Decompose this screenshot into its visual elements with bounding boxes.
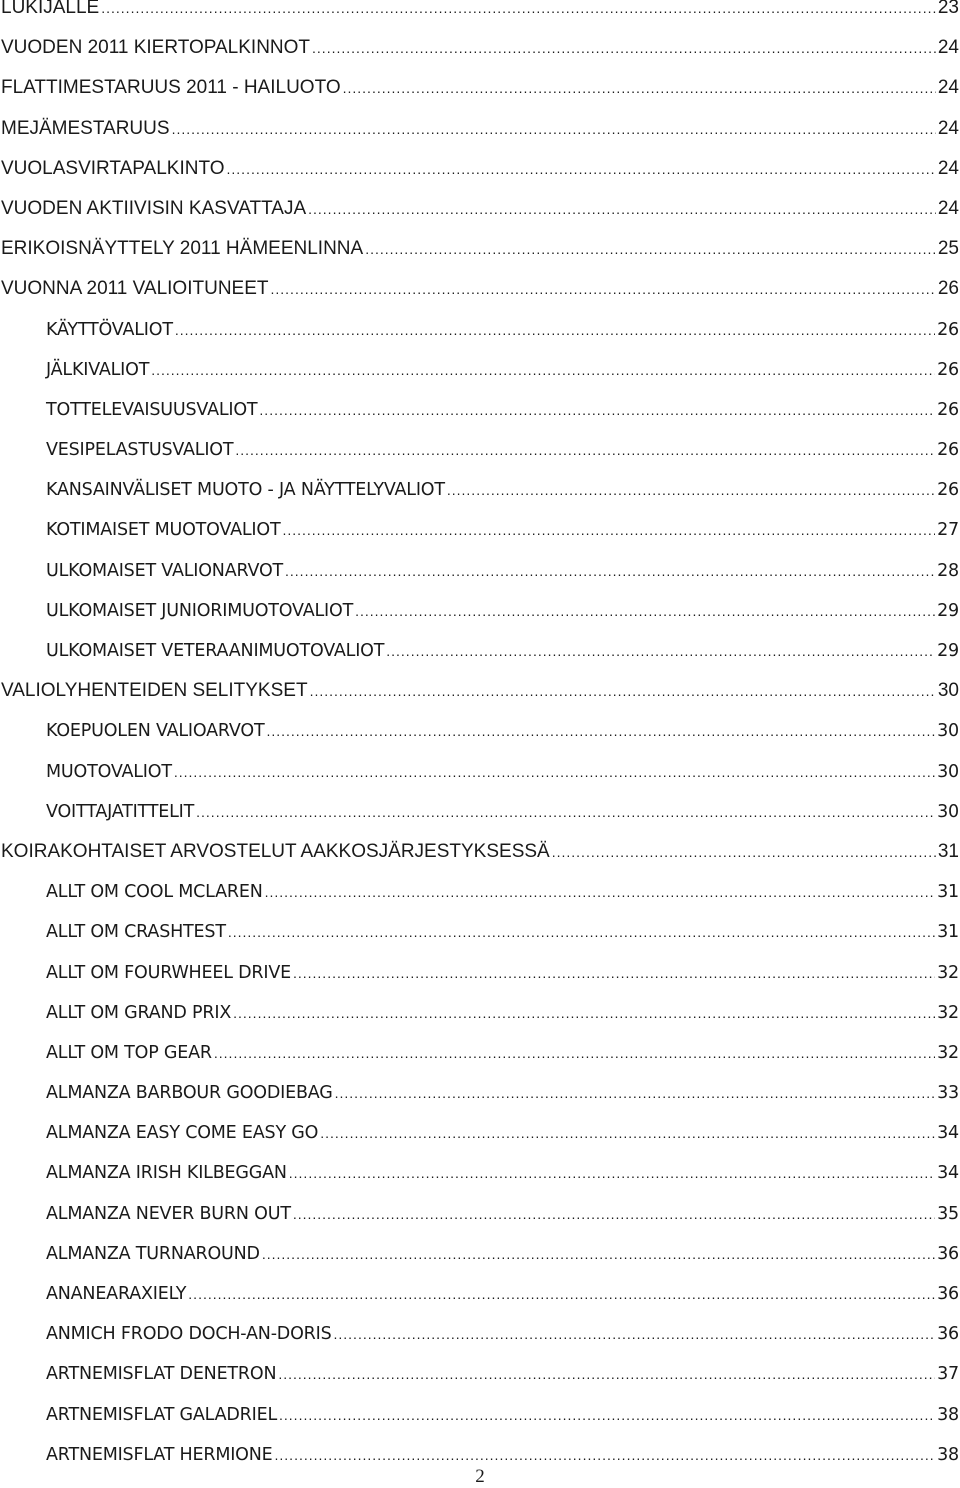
toc-entry[interactable]: [0, 109, 960, 149]
toc-entry-page: 26: [937, 278, 959, 300]
toc-entry-page: 26: [937, 399, 959, 420]
toc-entry-page: 32: [937, 962, 959, 983]
toc-dot-leader: [293, 953, 935, 993]
toc-entry-title: ALLT OM GRAND PRIX: [46, 1002, 232, 1023]
toc-entry[interactable]: [0, 1073, 960, 1113]
toc-entry-page: 31: [937, 922, 959, 943]
toc-entry-page: 38: [937, 1444, 959, 1465]
toc-dot-leader: [228, 912, 935, 952]
toc-dot-leader: [266, 711, 935, 751]
toc-dot-leader: [289, 1153, 935, 1193]
toc-entry-title: KOIRAKOHTAISET ARVOSTELUT AAKKOSJÄRJESTYKSESSÄ: [1, 840, 550, 862]
toc-dot-leader: [233, 993, 935, 1033]
toc-entry-page: 30: [937, 680, 959, 702]
toc-entry-title: ANANEARAXIELY: [46, 1284, 187, 1304]
toc-entry-title: ALLT OM COOL MCLAREN: [46, 882, 263, 903]
toc-entry[interactable]: [0, 1354, 960, 1394]
toc-entry-title: ALMANZA TURNAROUND: [46, 1243, 260, 1264]
toc-entry-page: 32: [937, 1042, 959, 1063]
toc-entry-page: 29: [937, 641, 959, 661]
toc-entry-page: 36: [937, 1284, 959, 1304]
toc-entry-page: 26: [937, 440, 959, 461]
toc-entry-title: MUOTOVALIOT: [46, 761, 172, 782]
toc-entry[interactable]: [0, 1194, 960, 1234]
toc-dot-leader: [174, 752, 935, 792]
toc-entry-page: 29: [937, 600, 959, 621]
toc-entry[interactable]: [0, 551, 960, 591]
toc-entry[interactable]: [0, 1274, 960, 1314]
toc-entry[interactable]: [0, 0, 960, 28]
toc-dot-leader: [285, 551, 935, 591]
toc-entry-page: 26: [937, 319, 959, 340]
toc-dot-leader: [552, 832, 936, 872]
toc-dot-leader: [386, 631, 935, 671]
toc-entry-page: 36: [937, 1324, 959, 1345]
page-number: 2: [475, 1466, 485, 1487]
toc-entry-title: ULKOMAISET VALIONARVOT: [46, 560, 284, 581]
toc-entry[interactable]: [0, 1395, 960, 1435]
toc-entry[interactable]: [0, 390, 960, 430]
toc-dot-leader: [320, 1113, 935, 1153]
toc-entry-page: 34: [937, 1123, 959, 1144]
toc-dot-leader: [227, 149, 936, 189]
toc-entry-page: 23: [937, 0, 959, 18]
toc-entry-title: MEJÄMESTARUUS: [1, 117, 170, 139]
toc-entry[interactable]: [0, 229, 960, 269]
toc-entry-title: VUONNA 2011 VALIOITUNEET: [1, 278, 269, 300]
toc-dot-leader: [312, 28, 936, 68]
toc-entry-title: ALLT OM TOP GEAR: [46, 1042, 212, 1063]
toc-entry-title: VUODEN AKTIIVISIN KASVATTAJA: [1, 197, 307, 219]
toc-entry[interactable]: [0, 953, 960, 993]
toc-dot-leader: [172, 109, 936, 149]
toc-entry[interactable]: [0, 792, 960, 832]
toc-entry[interactable]: [0, 912, 960, 952]
toc-entry-title: KOEPUOLEN VALIOARVOT: [46, 721, 265, 742]
toc-dot-leader: [293, 1194, 935, 1234]
toc-entry-page: 26: [937, 480, 959, 501]
toc-entry[interactable]: [0, 430, 960, 470]
toc-entry[interactable]: [0, 189, 960, 229]
toc-entry-title: KÄYTTÖVALIOT: [46, 319, 173, 340]
toc-entry[interactable]: [0, 591, 960, 631]
toc-dot-leader: [447, 470, 935, 510]
toc-entry[interactable]: [0, 470, 960, 510]
toc-dot-leader: [279, 1395, 935, 1435]
toc-entry-title: VESIPELASTUSVALIOT: [46, 440, 234, 461]
toc-dot-leader: [235, 430, 935, 470]
toc-dot-leader: [334, 1314, 936, 1354]
toc-entry-title: ARTNEMISFLAT HERMIONE: [46, 1444, 273, 1465]
toc-entry[interactable]: [0, 1033, 960, 1073]
toc-entry-title: ARTNEMISFLAT DENETRON: [46, 1364, 277, 1385]
toc-entry[interactable]: [0, 510, 960, 550]
toc-entry[interactable]: [0, 28, 960, 68]
toc-entry[interactable]: [0, 310, 960, 350]
toc-dot-leader: [355, 591, 935, 631]
toc-entry-page: 33: [937, 1083, 959, 1104]
toc-dot-leader: [214, 1033, 935, 1073]
toc-entry[interactable]: [0, 1153, 960, 1193]
toc-entry[interactable]: [0, 149, 960, 189]
toc-dot-leader: [262, 1234, 935, 1274]
toc-dot-leader: [271, 269, 936, 309]
toc-entry[interactable]: [0, 631, 960, 671]
toc-dot-leader: [265, 872, 936, 912]
toc-entry-page: 26: [937, 359, 959, 380]
toc-entry-page: 28: [937, 560, 959, 581]
toc-entry-title: ULKOMAISET VETERAANIMUOTOVALIOT: [46, 641, 385, 661]
toc-entry[interactable]: [0, 269, 960, 309]
toc-entry-page: 31: [937, 882, 959, 903]
toc-entry-title: JÄLKIVALIOT: [46, 359, 150, 380]
toc-dot-leader: [259, 390, 935, 430]
toc-entry-page: 30: [937, 721, 959, 742]
toc-dot-leader: [151, 350, 935, 390]
toc-dot-leader: [101, 0, 936, 28]
toc-entry-title: ALMANZA EASY COME EASY GO: [46, 1123, 319, 1144]
toc-entry-page: 27: [937, 520, 959, 541]
toc-entry[interactable]: [0, 1234, 960, 1274]
toc-dot-leader: [343, 68, 936, 108]
toc-entry-title: VUOLASVIRTAPALKINTO: [1, 157, 225, 179]
toc-dot-leader: [188, 1274, 935, 1314]
toc-entry-page: 36: [937, 1243, 959, 1264]
toc-dot-leader: [196, 792, 935, 832]
toc-entry[interactable]: [0, 1113, 960, 1153]
toc-entry[interactable]: [0, 872, 960, 912]
toc-entry-title: ALMANZA BARBOUR GOODIEBAG: [46, 1083, 333, 1104]
toc-entry-title: ULKOMAISET JUNIORIMUOTOVALIOT: [46, 600, 354, 621]
toc-entry-title: ALLT OM FOURWHEEL DRIVE: [46, 962, 291, 983]
toc-entry-page: 24: [937, 197, 959, 219]
toc-dot-leader: [365, 229, 936, 269]
toc-entry-page: 24: [937, 117, 959, 139]
toc-dot-leader: [278, 1354, 935, 1394]
toc-entry-page: 37: [937, 1364, 959, 1385]
toc-entry[interactable]: [0, 993, 960, 1033]
toc-entry[interactable]: [0, 832, 960, 872]
toc-entry-title: TOTTELEVAISUUSVALIOT: [46, 399, 258, 420]
toc-entry-page: 30: [937, 801, 959, 822]
toc-dot-leader: [310, 671, 936, 711]
toc-entry-page: 30: [937, 761, 959, 782]
toc-entry-title: LUKIJALLE: [1, 0, 100, 18]
toc-entry[interactable]: [0, 752, 960, 792]
toc-entry-title: KANSAINVÄLISET MUOTO - JA NÄYTTELYVALIOT: [46, 480, 445, 501]
toc-entry[interactable]: [0, 350, 960, 390]
toc-entry-page: 38: [937, 1404, 959, 1425]
toc-entry-title: ALMANZA NEVER BURN OUT: [46, 1203, 291, 1224]
toc-entry-title: ANMICH FRODO DOCH-AN-DORIS: [46, 1324, 332, 1345]
toc-dot-leader: [308, 189, 936, 229]
toc-entry-page: 24: [937, 157, 959, 179]
toc-entry-title: ALLT OM CRASHTEST: [46, 922, 226, 943]
toc-dot-leader: [175, 310, 935, 350]
toc-entry-title: ERIKOISNÄYTTELY 2011 HÄMEENLINNA: [1, 238, 364, 260]
toc-entry[interactable]: [0, 711, 960, 751]
toc-entry-page: 31: [937, 840, 959, 862]
toc-entry-title: ARTNEMISFLAT GALADRIEL: [46, 1404, 278, 1425]
toc-entry-page: 35: [937, 1203, 959, 1224]
toc-entry-page: 34: [937, 1163, 959, 1184]
toc-dot-leader: [282, 510, 935, 550]
toc-entry-page: 32: [937, 1002, 959, 1023]
toc-entry-page: 24: [937, 37, 959, 59]
toc-entry[interactable]: [0, 671, 960, 711]
toc-entry-title: VALIOLYHENTEIDEN SELITYKSET: [1, 680, 308, 702]
toc-entry-page: 25: [937, 238, 959, 260]
toc-entry-page: 24: [937, 77, 959, 99]
toc-entry-title: ALMANZA IRISH KILBEGGAN: [46, 1163, 287, 1184]
toc-entry-title: VUODEN 2011 KIERTOPALKINNOT: [1, 37, 311, 59]
toc-dot-leader: [335, 1073, 936, 1113]
toc-entry-title: VOITTAJATITTELIT: [46, 801, 195, 822]
toc-entry[interactable]: [0, 1314, 960, 1354]
toc-entry-title: FLATTIMESTARUUS 2011 - HAILUOTO: [1, 77, 341, 99]
toc-entry[interactable]: [0, 68, 960, 108]
toc-entry-title: KOTIMAISET MUOTOVALIOT: [46, 520, 281, 541]
